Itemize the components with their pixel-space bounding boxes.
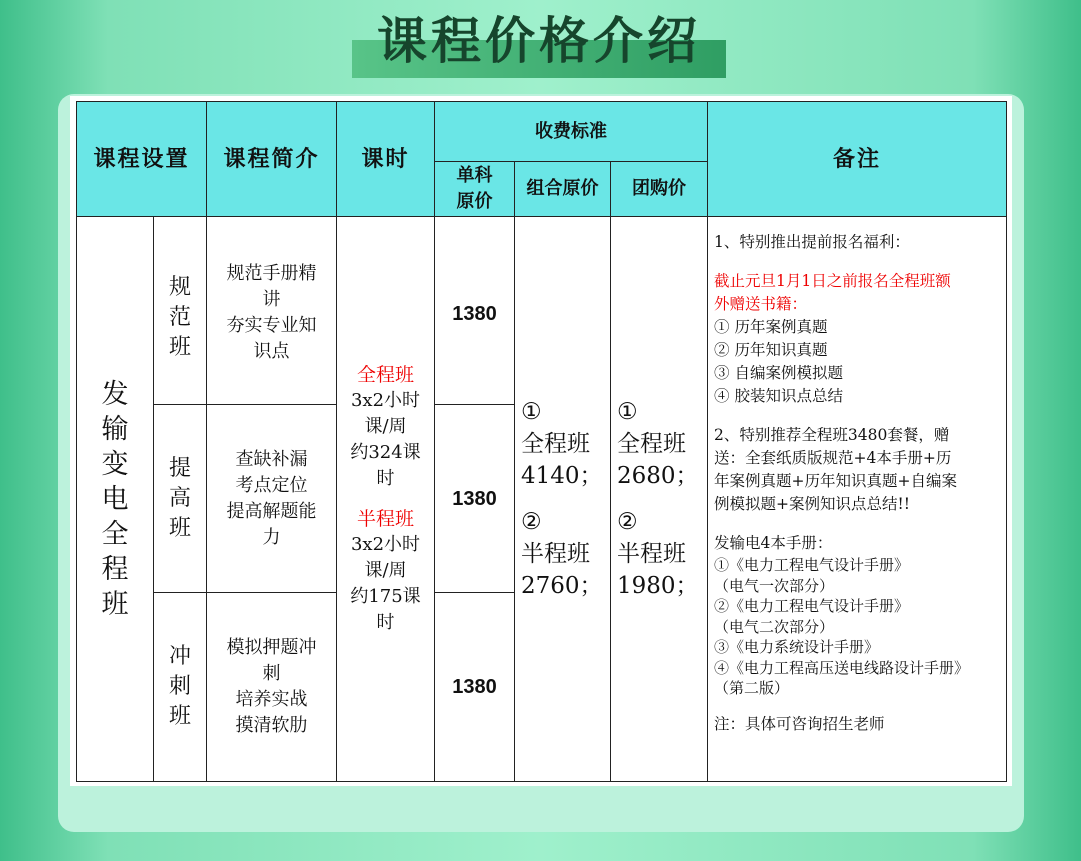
intro-line: 考点定位 — [235, 474, 308, 496]
notes-deadline-line2: 外赠送书籍： — [714, 295, 808, 313]
class-name-char: 班 — [169, 704, 192, 729]
notes-manual-item: （电气二次部分） — [714, 617, 835, 636]
header-combo-price: 组合原价 — [515, 162, 611, 217]
course-name-cell — [77, 217, 154, 782]
notes-cell — [708, 217, 1007, 782]
page-title: 课程价格介绍 — [377, 11, 701, 70]
notes-benefit-title: 1、特别推出提前报名福利： — [714, 233, 910, 251]
group-half-value: 1980； — [617, 573, 699, 599]
single-price-advanced: 1380 — [435, 405, 515, 593]
intro-line: 力 — [262, 526, 281, 548]
hours-line: 3x2小时 — [350, 390, 421, 411]
header-single-price — [435, 162, 515, 217]
single-price-standard: 1380 — [435, 217, 515, 405]
intro-line: 提高解题能 — [226, 500, 317, 522]
class-intro-advanced — [207, 405, 337, 593]
class-name-standard — [154, 217, 207, 405]
header-fee-standard: 收费标准 — [435, 102, 708, 162]
hours-line: 约175课 — [350, 586, 421, 607]
intro-line: 模拟押题冲 — [226, 637, 317, 658]
notes-manual-item: （电气一次部分） — [714, 576, 835, 595]
notes-package-line: 例模拟题+案例知识点总结!! — [714, 495, 910, 513]
notes-manual-item: ④《电力工程高压送电线路设计手册》 — [714, 658, 970, 677]
hours-line: 时 — [376, 468, 395, 489]
class-name-char: 范 — [169, 305, 192, 330]
hours-full-title: 全程班 — [357, 364, 415, 386]
notes-manual-item: ①《电力工程电气设计手册》 — [714, 556, 910, 574]
class-name-sprint — [154, 593, 207, 782]
course-name-char: 程 — [101, 553, 129, 585]
course-name-char: 电 — [101, 483, 129, 515]
class-name-char: 冲 — [169, 644, 192, 669]
hours-line: 3x2小时 — [350, 534, 421, 555]
course-name-char: 全 — [101, 518, 129, 550]
notes-package-line: 2、特别推荐全程班3480套餐，赠 — [714, 426, 950, 444]
intro-line: 查缺补漏 — [235, 448, 308, 470]
header-course-setup: 课程设置 — [77, 102, 207, 217]
header-single-line2: 原价 — [456, 191, 493, 212]
course-name-char: 班 — [101, 588, 129, 620]
hours-half-title: 半程班 — [357, 508, 415, 530]
notes-manual-title: 发输电4本手册： — [714, 534, 833, 552]
course-name-char: 变 — [101, 448, 129, 480]
class-name-char: 高 — [169, 485, 192, 511]
combo-half-value: 2760； — [521, 573, 603, 599]
hours-cell — [337, 217, 435, 782]
header-hours: 课时 — [337, 102, 435, 217]
notes-deadline-line1: 截止元旦1月1日之前报名全程班额 — [714, 272, 951, 290]
intro-line: 讲 — [262, 289, 281, 310]
class-intro-sprint — [207, 593, 337, 782]
notes-manual-item: （第二版） — [714, 679, 790, 697]
class-name-advanced — [154, 405, 207, 593]
hours-line: 时 — [376, 612, 395, 633]
combo-price-cell — [515, 217, 611, 782]
notes-manual-item: ②《电力工程电气设计手册》 — [714, 597, 910, 615]
class-intro-standard — [207, 217, 337, 405]
combo-full-label: 全程班 — [521, 431, 591, 457]
combo-full-mark: ① — [521, 399, 542, 425]
class-name-char: 规 — [169, 275, 192, 300]
notes-book-item: ④ 胶装知识点总结 — [714, 387, 843, 405]
header-notes: 备注 — [708, 102, 1007, 217]
group-half-label: 半程班 — [617, 541, 687, 567]
notes-book-item: ① 历年案例真题 — [714, 318, 828, 336]
notes-contact: 注：具体可咨询招生老师 — [714, 714, 885, 733]
intro-line: 夯实专业知 — [226, 315, 317, 336]
combo-half-mark: ② — [521, 509, 542, 535]
class-name-char: 提 — [169, 455, 192, 481]
intro-line: 识点 — [253, 341, 290, 362]
intro-line: 培养实战 — [235, 689, 308, 710]
price-table — [76, 101, 1007, 782]
group-half-mark: ② — [617, 509, 638, 535]
header-course-intro: 课程简介 — [207, 102, 337, 217]
header-group-price: 团购价 — [611, 162, 708, 217]
course-name-char: 输 — [101, 413, 129, 445]
group-full-mark: ① — [617, 399, 638, 425]
intro-line: 摸清软肋 — [235, 715, 308, 736]
class-name-char: 班 — [169, 335, 192, 360]
hours-line: 约324课 — [350, 442, 421, 463]
hours-line: 课/周 — [364, 416, 407, 437]
group-full-label: 全程班 — [617, 431, 687, 457]
intro-line: 规范手册精 — [226, 263, 317, 284]
notes-package-line: 年案例真题+历年知识真题+自编案 — [714, 472, 958, 490]
hours-line: 课/周 — [364, 560, 407, 581]
notes-book-item: ③ 自编案例模拟题 — [714, 364, 843, 382]
notes-package-line: 送：全套纸质版规范+4本手册+历 — [714, 449, 952, 467]
combo-half-label: 半程班 — [521, 541, 591, 567]
group-price-cell — [611, 217, 708, 782]
notes-manual-item: ③《电力系统设计手册》 — [714, 638, 880, 656]
course-name-char: 发 — [101, 378, 129, 410]
class-name-char: 班 — [169, 515, 192, 541]
group-full-value: 2680； — [617, 463, 699, 489]
header-single-line1: 单科 — [456, 165, 493, 186]
intro-line: 刺 — [262, 663, 281, 684]
notes-book-item: ② 历年知识真题 — [714, 341, 828, 359]
class-name-char: 刺 — [169, 674, 192, 699]
single-price-sprint: 1380 — [435, 593, 515, 782]
combo-full-value: 4140； — [521, 463, 603, 489]
